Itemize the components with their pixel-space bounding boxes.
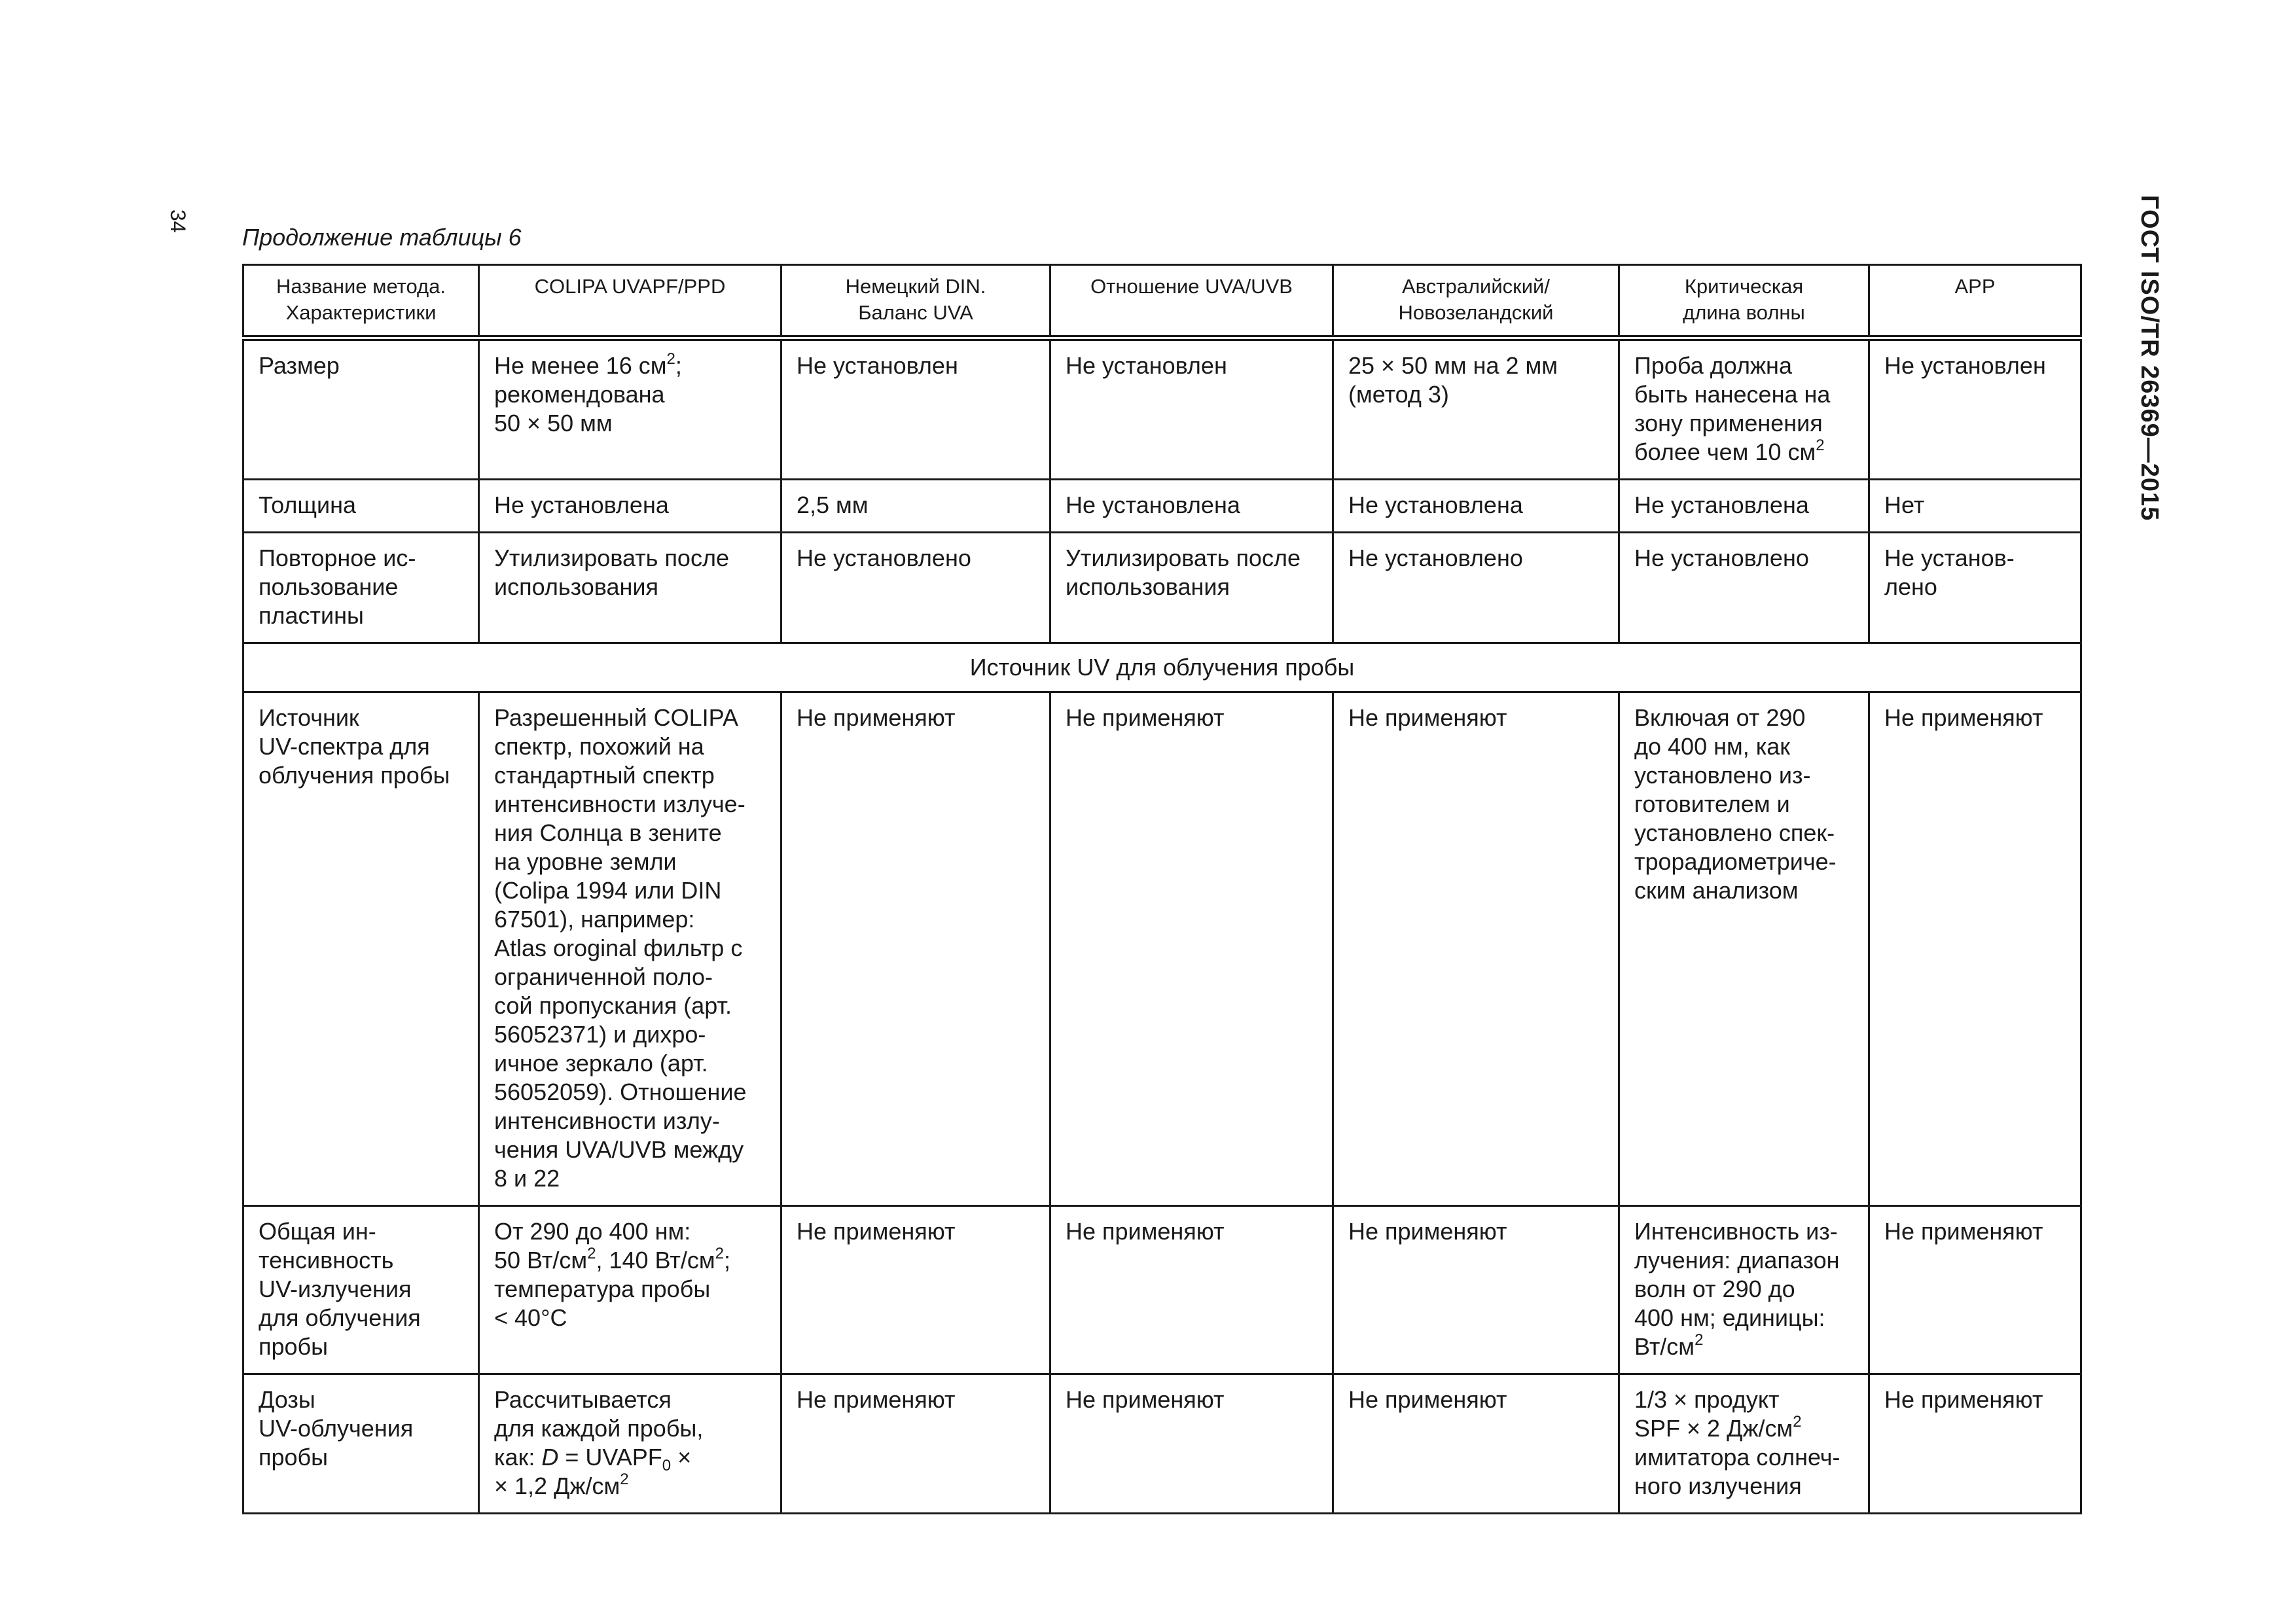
cell-source-label: Источник UV-спектра для облучения пробы [243, 692, 479, 1206]
cell-source-australian: Не применяют [1333, 692, 1619, 1206]
cell-reuse-australian: Не установлено [1333, 533, 1619, 643]
cell-doses-label: Дозы UV-облучения пробы [243, 1374, 479, 1514]
cell-intensity-app: Не применяют [1869, 1206, 2081, 1374]
table-row-size [243, 338, 2081, 480]
cell-intensity-australian: Не применяют [1333, 1206, 1619, 1374]
cell-intensity-colipa: От 290 до 400 нм: 50 $Вт/см^2$, 140 $Вт/см^2$; температура пробы < 40°C [479, 1206, 781, 1374]
cell-thickness-colipa: Не установлена [479, 480, 781, 533]
table-row-doses [243, 1374, 2081, 1514]
header-app: APP [1869, 265, 2081, 338]
table-row-source [243, 692, 2081, 1206]
cell-thickness-label: Толщина [243, 480, 479, 533]
table-row-reuse [243, 533, 2081, 643]
header-method: Название метода. Характеристики [243, 265, 479, 338]
header-row [243, 265, 2081, 338]
cell-size-din: Не установлен [781, 338, 1050, 480]
cell-doses-colipa: Рассчитывается для каждой пробы, как: $D = UVAPF_0$ × × 1,2 $Дж/см^2$ [479, 1374, 781, 1514]
cell-source-ratio: Не применяют [1050, 692, 1333, 1206]
cell-size-ratio: Не установлен [1050, 338, 1333, 480]
cell-reuse-app: Не установ- лено [1869, 533, 2081, 643]
cell-source-app: Не применяют [1869, 692, 2081, 1206]
cell-thickness-din: 2,5 мм [781, 480, 1050, 533]
cell-thickness-app: Нет [1869, 480, 2081, 533]
cell-reuse-ratio: Утилизировать после использования [1050, 533, 1333, 643]
cell-reuse-colipa: Утилизировать после использования [479, 533, 781, 643]
standard-code: ГОСТ ISO/TR 26369—2015 [2136, 195, 2163, 522]
cell-doses-critical: 1/3 × продукт SPF × 2 $Дж/см^2$ имитатора солнеч- ного излучения [1619, 1374, 1869, 1514]
cell-doses-din: Не применяют [781, 1374, 1050, 1514]
header-critical: Критическая длина волны [1619, 265, 1869, 338]
cell-size-app: Не установлен [1869, 338, 2081, 480]
cell-thickness-critical: Не установлена [1619, 480, 1869, 533]
cell-doses-australian: Не применяют [1333, 1374, 1619, 1514]
table-row-intensity [243, 1206, 2081, 1374]
cell-reuse-label: Повторное ис- пользование пластины [243, 533, 479, 643]
cell-reuse-din: Не установлено [781, 533, 1050, 643]
cell-size-critical: Проба должна быть нанесена на зону применения более чем 10 $см^2$ [1619, 338, 1869, 480]
cell-intensity-din: Не применяют [781, 1206, 1050, 1374]
cell-intensity-ratio: Не применяют [1050, 1206, 1333, 1374]
cell-doses-app: Не применяют [1869, 1374, 2081, 1514]
cell-source-critical: Включая от 290 до 400 нм, как установлено из- готовителем и установлено спек- трорадиометриче- ским анализом [1619, 692, 1869, 1206]
cell-size-colipa: Не менее 16 $см^2$; рекомендована 50 × 50 мм [479, 338, 781, 480]
header-colipa: COLIPA UVAPF/PPD [479, 265, 781, 338]
header-australian: Австралийский/ Новозеландский [1333, 265, 1619, 338]
cell-intensity-critical: Интенсивность из- лучения: диапазон волн от 290 до 400 нм; единицы: $Вт/см^2$ [1619, 1206, 1869, 1374]
page-number: 34 [166, 209, 190, 233]
header-din: Немецкий DIN. Баланс UVA [781, 265, 1050, 338]
section-title: Источник UV для облучения пробы [243, 643, 2081, 692]
table-section-row [243, 643, 2081, 692]
cell-source-colipa: Разрешенный COLIPA спектр, похожий на стандартный спектр интенсивности излуче- ния Солнца в зените на уровне земли (Colipa 1994 или DIN 67501), например: Atlas oroginal фильтр с ограниченной поло- сой пропускания (арт. 56052371) и дихро- ичное зеркало (арт. 56052059). Отношение интенсивности излу- чения UVA/UVB между 8 и 22 [479, 692, 781, 1206]
cell-intensity-label: Общая ин- тенсивность UV-излучения для облучения пробы [243, 1206, 479, 1374]
cell-thickness-ratio: Не установлена [1050, 480, 1333, 533]
cell-doses-ratio: Не применяют [1050, 1374, 1333, 1514]
table-caption: Продолжение таблицы 6 [242, 224, 522, 251]
header-ratio: Отношение UVA/UVB [1050, 265, 1333, 338]
cell-source-din: Не применяют [781, 692, 1050, 1206]
cell-size-label: Размер [243, 338, 479, 480]
cell-thickness-australian: Не установлена [1333, 480, 1619, 533]
table-row-thickness [243, 480, 2081, 533]
cell-size-australian: 25 × 50 мм на 2 мм (метод 3) [1333, 338, 1619, 480]
cell-reuse-critical: Не установлено [1619, 533, 1869, 643]
table-6-continuation [242, 264, 2082, 1514]
